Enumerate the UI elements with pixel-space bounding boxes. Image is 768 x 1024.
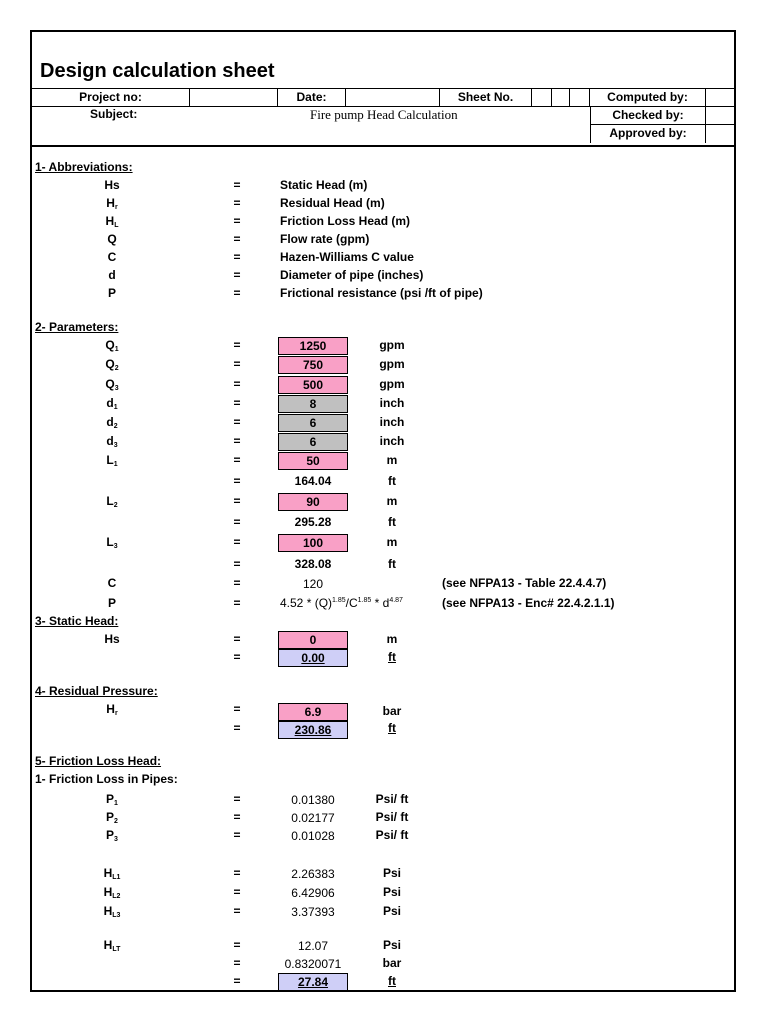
static-m-value[interactable]: 0 — [278, 631, 348, 649]
friction-p-row — [32, 792, 734, 810]
p-formula: $4.52 * (Q)^{1.85}/C^{1.85} * d^{4.87}$ — [280, 596, 403, 610]
symbol: $L_1$ — [106, 453, 118, 468]
friction-h-row — [32, 866, 734, 884]
hs-symbol: Hs — [104, 632, 120, 646]
abbreviation-row — [32, 196, 734, 214]
abbreviation-description: Flow rate (gpm) — [280, 232, 370, 246]
residual-heading: 4- Residual Pressure: — [35, 684, 158, 698]
symbol: $Q_1$ — [105, 338, 119, 353]
abbreviation-description: Friction Loss Head (m) — [280, 214, 411, 228]
parameter-unit: ft — [388, 557, 396, 571]
equals-sign: = — [233, 721, 241, 735]
equals-sign: = — [233, 338, 241, 352]
checked-label: Checked by: — [590, 107, 706, 125]
parameter-row — [32, 377, 734, 395]
friction-h-value: 6.42906 — [291, 886, 335, 900]
symbol: $d_2$ — [106, 415, 118, 430]
parameter-row — [32, 415, 734, 433]
symbol: $P_3$ — [106, 828, 118, 843]
parameter-row — [32, 434, 734, 452]
parameter-unit: m — [386, 453, 398, 467]
equals-sign: = — [233, 286, 241, 300]
symbol: d — [108, 268, 116, 282]
parameter-value[interactable]: 50 — [278, 452, 348, 470]
c-value[interactable]: 120 — [302, 577, 324, 591]
sheet-title: Design calculation sheet — [40, 60, 275, 82]
parameter-value[interactable]: 8 — [278, 395, 348, 413]
friction-h-value: 3.37393 — [291, 905, 335, 919]
p-formula-row — [32, 596, 734, 614]
symbol: $H_{L2}$ — [103, 885, 121, 900]
symbol: $L_3$ — [106, 535, 118, 550]
residual-ft-row — [32, 721, 734, 739]
parameter-row — [32, 338, 734, 356]
friction-p-unit: Psi/ ft — [375, 792, 409, 806]
p-note: (see NFPA13 - Enc# 22.4.2.1.1) — [442, 596, 615, 610]
equals-sign: = — [233, 250, 241, 264]
equals-sign: = — [233, 596, 241, 610]
equals-sign: = — [233, 576, 241, 590]
hlt-ft-value: 27.84 — [278, 973, 348, 991]
friction-h-row — [32, 904, 734, 922]
parameter-value[interactable]: 750 — [278, 356, 348, 374]
friction-heading: 5- Friction Loss Head: — [35, 754, 162, 768]
equals-sign: = — [233, 828, 241, 842]
friction-p-unit: Psi/ ft — [375, 828, 409, 842]
hlt-bar-unit: bar — [382, 956, 402, 970]
p-symbol: P — [107, 596, 116, 610]
equals-sign: = — [233, 377, 241, 391]
friction-p-value: 0.02177 — [291, 811, 335, 825]
parameter-row — [32, 453, 734, 471]
parameter-value[interactable]: 6 — [278, 433, 348, 451]
symbol: $P_1$ — [106, 792, 118, 807]
static-ft-value: 0.00 — [278, 649, 348, 667]
c-symbol: C — [107, 576, 117, 590]
hlt-bar-row — [32, 956, 734, 974]
parameter-unit: gpm — [379, 357, 405, 371]
friction-h-value: 2.26383 — [291, 867, 335, 881]
parameter-row — [32, 494, 734, 512]
residual-bar-value[interactable]: 6.9 — [278, 703, 348, 721]
symbol: $d_3$ — [106, 434, 118, 449]
computed-value[interactable] — [706, 89, 734, 107]
abbreviation-description: Diameter of pipe (inches) — [280, 268, 424, 282]
residual-bar-unit: bar — [382, 704, 402, 718]
equals-sign: = — [233, 396, 241, 410]
parameter-unit: ft — [388, 474, 396, 488]
static-ft-unit: ft — [388, 650, 396, 664]
equals-sign: = — [233, 474, 241, 488]
friction-p-row — [32, 810, 734, 828]
abbreviation-row — [32, 250, 734, 268]
subject-value: Fire pump Head Calculation — [310, 107, 458, 122]
parameter-unit: inch — [379, 415, 405, 429]
subject-label: Subject: — [90, 107, 138, 121]
hlt-ft-row — [32, 974, 734, 992]
parameter-value[interactable]: 6 — [278, 414, 348, 432]
symbol: $H_r$ — [106, 196, 118, 211]
parameter-value[interactable]: 100 — [278, 534, 348, 552]
parameters-heading: 2- Parameters: — [35, 320, 119, 334]
equals-sign: = — [233, 357, 241, 371]
static-m-unit: m — [386, 632, 398, 646]
parameter-value: 295.28 — [294, 515, 332, 529]
hlt-psi-unit: Psi — [382, 938, 401, 952]
project-label: Project no: — [32, 89, 190, 107]
symbol: $H_{L3}$ — [103, 904, 121, 919]
parameter-unit: inch — [379, 396, 405, 410]
friction-h-unit: Psi — [382, 866, 401, 880]
equals-sign: = — [233, 866, 241, 880]
computed-label: Computed by: — [590, 89, 706, 107]
sheet-box-1[interactable] — [532, 89, 552, 107]
equals-sign: = — [233, 214, 241, 228]
static-ft-row — [32, 650, 734, 668]
header-block — [32, 88, 734, 147]
equals-sign: = — [233, 515, 241, 529]
approved-label: Approved by: — [590, 125, 706, 143]
equals-sign: = — [233, 904, 241, 918]
friction-h-unit: Psi — [382, 885, 401, 899]
friction-p-value: 0.01380 — [291, 793, 335, 807]
c-row — [32, 576, 734, 594]
abbreviation-row — [32, 268, 734, 286]
hlt-symbol: $H_{LT}$ — [103, 938, 121, 953]
hlt-bar-value: 0.8320071 — [284, 957, 342, 971]
parameter-value[interactable]: 1250 — [278, 337, 348, 355]
friction-h-unit: Psi — [382, 904, 401, 918]
friction-p-row — [32, 828, 734, 846]
sheet-label: Sheet No. — [440, 89, 532, 107]
friction-p-unit: Psi/ ft — [375, 810, 409, 824]
equals-sign: = — [233, 956, 241, 970]
parameter-row — [32, 474, 734, 492]
symbol: $d_1$ — [106, 396, 118, 411]
symbol: $L_2$ — [106, 494, 118, 509]
abbreviation-description: Residual Head (m) — [280, 196, 385, 210]
abbreviation-description: Hazen-Williams C value — [280, 250, 414, 264]
symbol: $Q_3$ — [105, 377, 119, 392]
abbreviation-row — [32, 214, 734, 232]
static-m-row — [32, 632, 734, 650]
equals-sign: = — [233, 453, 241, 467]
equals-sign: = — [233, 268, 241, 282]
equals-sign: = — [233, 557, 241, 571]
sheet-box-3[interactable] — [570, 89, 590, 107]
abbreviation-description: Static Head (m) — [280, 178, 368, 192]
equals-sign: = — [233, 415, 241, 429]
calculation-sheet — [30, 30, 736, 992]
equals-sign: = — [233, 178, 241, 192]
equals-sign: = — [233, 974, 241, 988]
c-note: (see NFPA13 - Table 22.4.4.7) — [442, 576, 607, 590]
parameter-unit: m — [386, 535, 398, 549]
residual-ft-unit: ft — [388, 721, 396, 735]
parameter-unit: gpm — [379, 377, 405, 391]
parameter-row — [32, 396, 734, 414]
abbreviation-row — [32, 232, 734, 250]
parameter-unit: inch — [379, 434, 405, 448]
date-label: Date: — [278, 89, 346, 107]
symbol: $H_L$ — [105, 214, 119, 229]
equals-sign: = — [233, 810, 241, 824]
parameter-unit: m — [386, 494, 398, 508]
sheet-box-2[interactable] — [552, 89, 570, 107]
equals-sign: = — [233, 494, 241, 508]
symbol: Hs — [104, 178, 120, 192]
friction-subheading: 1- Friction Loss in Pipes: — [35, 772, 178, 786]
symbol: P — [107, 286, 116, 300]
date-value[interactable] — [346, 89, 440, 107]
residual-bar-row — [32, 702, 734, 720]
parameter-row — [32, 357, 734, 375]
hr-symbol: $H_r$ — [106, 702, 118, 717]
approved-value[interactable] — [706, 125, 734, 143]
parameter-row — [32, 535, 734, 553]
symbol: $Q_2$ — [105, 357, 119, 372]
equals-sign: = — [233, 702, 241, 716]
equals-sign: = — [233, 885, 241, 899]
abbreviation-row — [32, 286, 734, 304]
equals-sign: = — [233, 232, 241, 246]
abbreviations-heading: 1- Abbreviations: — [35, 160, 133, 174]
hlt-ft-unit: ft — [388, 974, 396, 988]
friction-p-value: 0.01028 — [291, 829, 335, 843]
parameter-value[interactable]: 90 — [278, 493, 348, 511]
abbreviation-description: Frictional resistance (psi /ft of pipe) — [280, 286, 483, 300]
static-head-heading: 3- Static Head: — [35, 614, 119, 628]
symbol: $H_{L1}$ — [103, 866, 121, 881]
equals-sign: = — [233, 650, 241, 664]
equals-sign: = — [233, 792, 241, 806]
equals-sign: = — [233, 434, 241, 448]
equals-sign: = — [233, 632, 241, 646]
abbreviation-row — [32, 178, 734, 196]
parameter-unit: ft — [388, 515, 396, 529]
symbol: Q — [107, 232, 117, 246]
checked-value[interactable] — [706, 107, 734, 125]
hlt-psi-row — [32, 938, 734, 956]
project-value[interactable] — [190, 89, 278, 107]
symbol: $P_2$ — [106, 810, 118, 825]
equals-sign: = — [233, 938, 241, 952]
parameter-value: 328.08 — [294, 557, 332, 571]
equals-sign: = — [233, 196, 241, 210]
hlt-psi-value: 12.07 — [297, 939, 329, 953]
equals-sign: = — [233, 535, 241, 549]
parameter-row — [32, 557, 734, 575]
parameter-value: 164.04 — [294, 474, 332, 488]
friction-h-row — [32, 885, 734, 903]
parameter-row — [32, 515, 734, 533]
parameter-value[interactable]: 500 — [278, 376, 348, 394]
symbol: C — [107, 250, 117, 264]
parameter-unit: gpm — [379, 338, 405, 352]
residual-ft-value: 230.86 — [278, 721, 348, 739]
